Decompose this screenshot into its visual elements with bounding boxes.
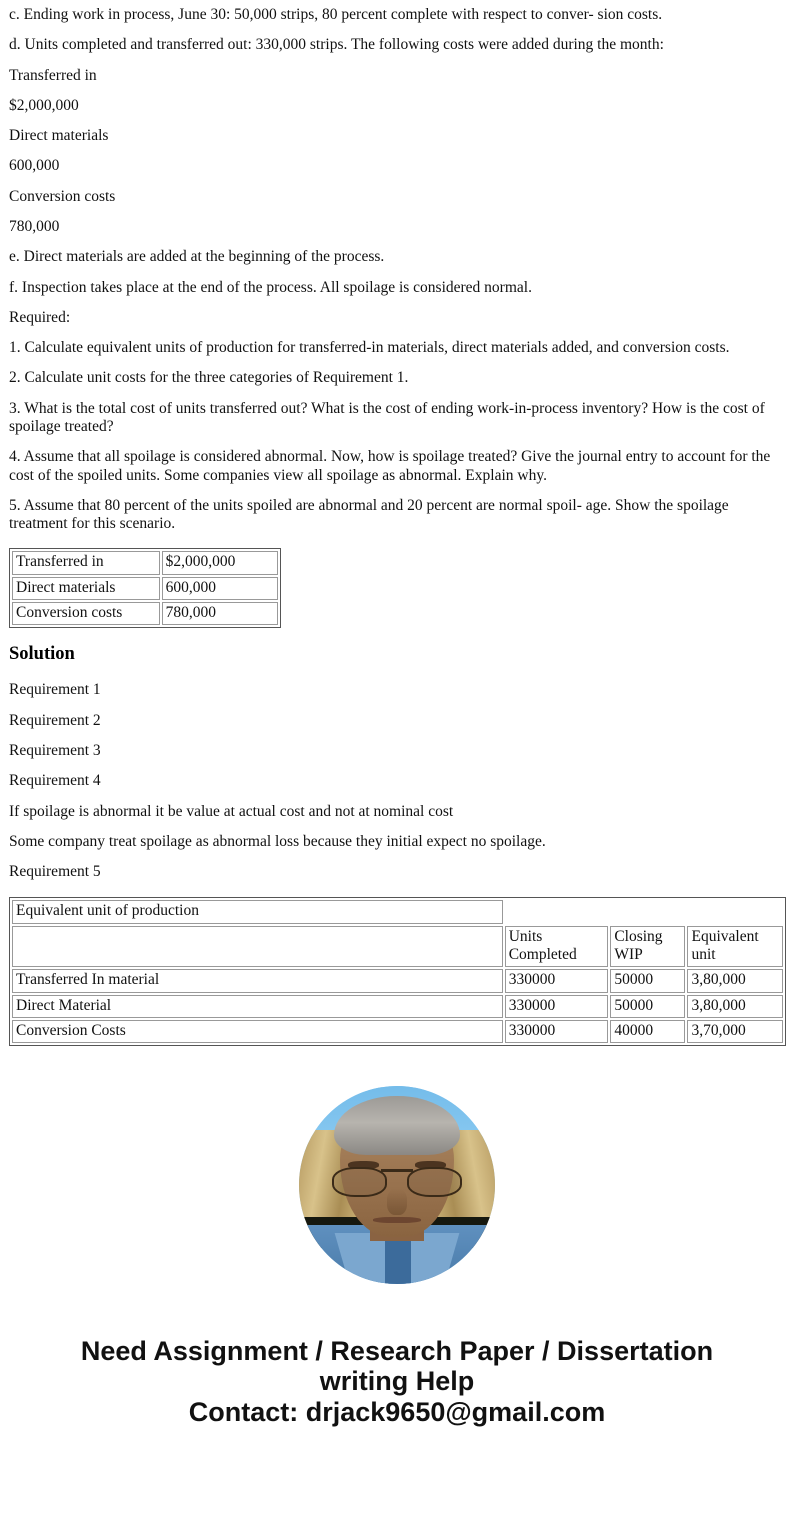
eup-table-title: Equivalent unit of production	[12, 900, 503, 923]
solution-requirement-5: Requirement 5	[9, 863, 101, 881]
requirement-item-4: 4. Assume that all spoilage is considered abnormal. Now, how is spoilage treated? Give the journal entry to account for the cost of the spoiled units. Some companies view all spoilage as abnormal. Explain why.	[9, 448, 771, 484]
table-row	[12, 602, 278, 625]
table-row	[12, 1020, 783, 1043]
eup-header-units-completed: Units Completed	[505, 926, 609, 968]
solution-requirement-2: Requirement 2	[9, 711, 101, 729]
solution-requirement-3: Requirement 3	[9, 742, 101, 760]
eup-row-units-completed: 330000	[505, 969, 609, 992]
table-row	[12, 577, 278, 600]
avatar-container	[0, 1050, 794, 1284]
avatar	[299, 1086, 495, 1284]
promo-line-2: writing Help	[319, 1366, 475, 1397]
paragraph-c: c. Ending work in process, June 30: 50,000 strips, 80 percent complete with respect to conver- sion costs.	[9, 6, 663, 23]
promo-line-1: Need Assignment / Research Paper / Dissertation	[80, 1336, 714, 1367]
eup-row-units-completed: 330000	[505, 1020, 609, 1043]
requirement-item-1: 1. Calculate equivalent units of production for transferred-in materials, direct materials added, and conversion costs.	[9, 339, 730, 357]
paragraph-e: e. Direct materials are added at the beginning of the process.	[9, 248, 385, 266]
requirement-item-5: 5. Assume that 80 percent of the units spoiled are abnormal and 20 percent are normal spoil- age. Show the spoilage treatment for this scenario.	[9, 496, 729, 533]
avatar-mouth	[373, 1217, 420, 1223]
cost-value-cell: 780,000	[162, 602, 278, 625]
eup-row-name: Conversion Costs	[12, 1020, 503, 1043]
eup-row-closing-wip: 50000	[610, 995, 685, 1018]
cost-label-cell: Transferred in	[12, 551, 160, 574]
paragraph-d: d. Units completed and transferred out: 330,000 strips. The following costs were added during the month:	[9, 36, 664, 54]
eup-header-blank	[12, 926, 503, 968]
label-transferred-in: Transferred in	[9, 66, 97, 84]
table-row	[12, 995, 783, 1018]
requirement-item-3: 3. What is the total cost of units transferred out? What is the cost of ending work-in-process inventory? How is the cost of spoilage treated?	[9, 399, 765, 435]
solution-requirement-1: Requirement 1	[9, 681, 101, 699]
equivalent-units-table	[9, 897, 786, 1046]
table-row	[12, 551, 278, 574]
eup-row-equivalent-unit: 3,70,000	[687, 1020, 783, 1043]
value-direct-materials: 600,000	[9, 157, 60, 175]
value-conversion-costs: 780,000	[9, 217, 60, 235]
table-header-row	[12, 926, 783, 968]
promo-banner	[0, 1284, 794, 1441]
eup-row-equivalent-unit: 3,80,000	[687, 995, 783, 1018]
cost-value-cell: 600,000	[162, 577, 278, 600]
eup-title-blank-span	[505, 900, 783, 923]
eup-row-closing-wip: 40000	[610, 1020, 685, 1043]
eup-header-closing-wip: Closing WIP	[610, 926, 685, 968]
cost-value-cell: $2,000,000	[162, 551, 278, 574]
table-row	[12, 969, 783, 992]
promo-line-3: Contact: drjack9650@gmail.com	[188, 1396, 606, 1427]
eup-row-name: Direct Material	[12, 995, 503, 1018]
solution-note-abnormal-cost: If spoilage is abnormal it be value at actual cost and not at nominal cost	[9, 802, 454, 820]
required-label: Required:	[9, 308, 71, 326]
solution-requirement-4: Requirement 4	[9, 772, 101, 790]
value-transferred-in: $2,000,000	[9, 96, 79, 114]
avatar-lens-left	[332, 1167, 386, 1197]
label-direct-materials: Direct materials	[9, 127, 109, 145]
eup-header-equivalent-unit: Equivalent unit	[687, 926, 783, 968]
cost-summary-table	[9, 548, 281, 628]
page-title-solution: Solution	[9, 644, 75, 665]
avatar-lens-right	[407, 1167, 461, 1197]
solution-note-abnormal-loss: Some company treat spoilage as abnormal loss because they initial expect no spoilage.	[9, 832, 546, 850]
avatar-glasses-bridge	[381, 1169, 412, 1172]
avatar-tie	[385, 1237, 410, 1285]
requirement-item-2: 2. Calculate unit costs for the three categories of Requirement 1.	[9, 369, 409, 387]
table-title-row	[12, 900, 783, 923]
eup-row-closing-wip: 50000	[610, 969, 685, 992]
eup-row-units-completed: 330000	[505, 995, 609, 1018]
eup-row-name: Transferred In material	[12, 969, 503, 992]
paragraph-f: f. Inspection takes place at the end of the process. All spoilage is considered normal.	[9, 278, 532, 296]
eup-row-equivalent-unit: 3,80,000	[687, 969, 783, 992]
label-conversion-costs: Conversion costs	[9, 187, 116, 205]
cost-label-cell: Conversion costs	[12, 602, 160, 625]
cost-label-cell: Direct materials	[12, 577, 160, 600]
